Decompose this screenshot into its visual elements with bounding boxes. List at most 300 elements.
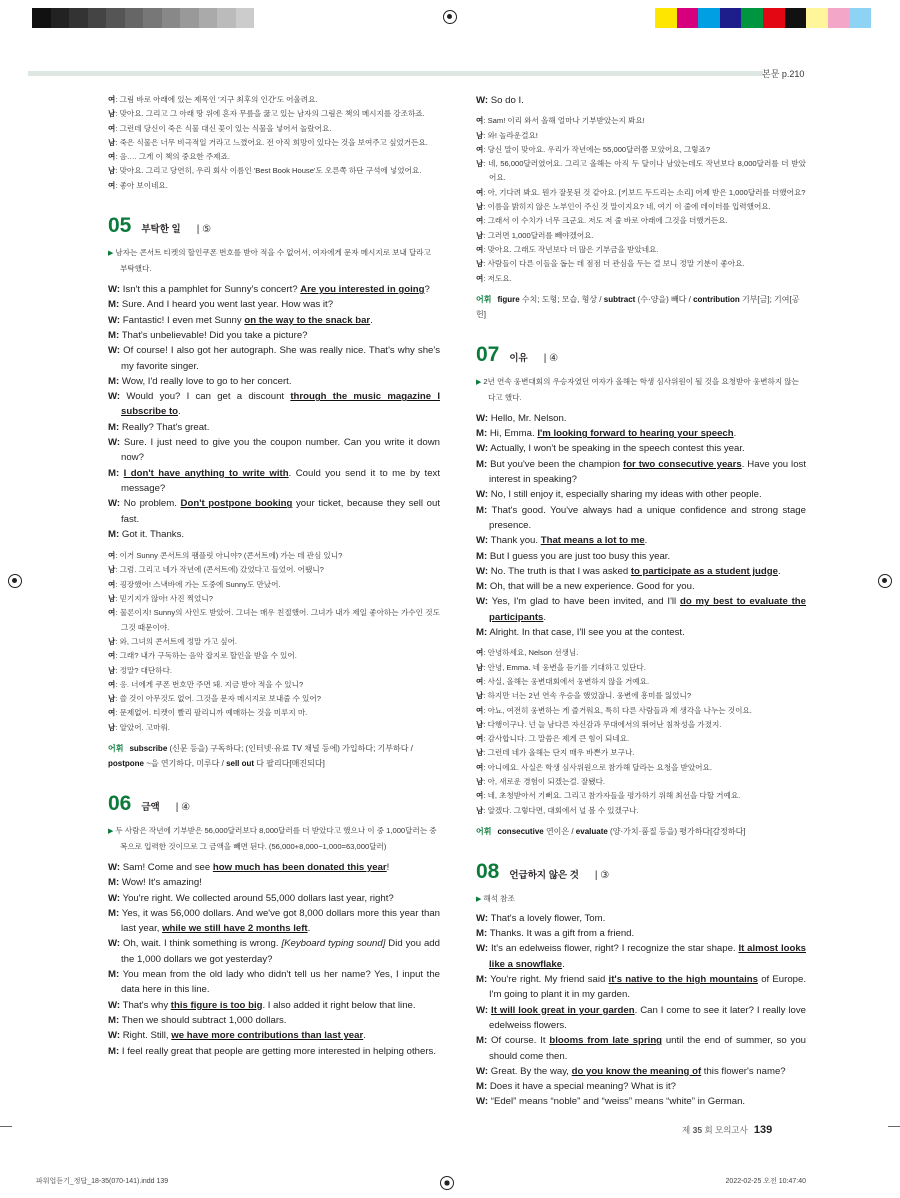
- korean-line: 여: 굉장했어! 스낵바에 가는 도중에 Sunny도 만났어.: [108, 579, 281, 589]
- key-phrase: Are you interested in going: [300, 284, 425, 296]
- dialogue-line: [476, 941, 806, 972]
- speaker-label: M:: [108, 1014, 120, 1026]
- speaker-label: W:: [476, 1065, 489, 1077]
- dialogue-line: [476, 549, 806, 564]
- line-text: 그래? 내가 구독하는 음악 잡지로 할인을 받을 수 있어.: [119, 651, 297, 661]
- speaker-label: W:: [108, 314, 121, 326]
- line-text: Actually, I won't be speaking in the speech contest this year.: [490, 443, 745, 455]
- section-06-continued: [476, 93, 806, 322]
- korean-line: 여: 응. 너에게 쿠폰 번호만 주면 돼. 지금 받아 적을 수 있니?: [108, 679, 304, 689]
- section-05: [108, 213, 440, 771]
- dialogue-line: [476, 911, 806, 926]
- line-text: .: [307, 923, 311, 935]
- korean-line: 여: 사실, 올해는 웅변대회에서 웅변하지 않을 거예요.: [476, 676, 650, 686]
- speaker-label: M:: [476, 550, 488, 562]
- section-answer: | ③: [594, 869, 610, 881]
- line-text: 그러면 1,000달러를 빼야겠어요.: [487, 230, 594, 240]
- section-summary: [476, 374, 806, 405]
- korean-line: 여: 그래서 이 수치가 너무 크군요. 저도 저 줄 바로 아래에 그것을 더했거든요.: [476, 216, 728, 226]
- speaker-label: 남: [108, 665, 116, 675]
- korean-line: 남: 안녕, Emma. 네 웅변을 듣기를 기대하고 있단다.: [476, 662, 646, 672]
- section-summary: [108, 245, 440, 276]
- line-text: 굉장했어! 스낵바에 가는 도중에 Sunny도 만났어.: [119, 579, 281, 589]
- line-text: 그래서 이 수치가 너무 크군요. 저도 저 줄 바로 아래에 그것을 더했거든요.: [487, 216, 728, 226]
- speaker-label: M:: [108, 528, 120, 540]
- vocab-text: (양·가치·품질 등을) 평가하다[감정하다]: [607, 826, 746, 836]
- key-phrase: through the music magazine I subscribe to: [121, 391, 440, 418]
- speaker-label: 여: [476, 705, 484, 715]
- speaker-label: 남: [476, 202, 484, 212]
- speaker-label: W:: [476, 489, 489, 501]
- korean-line: 남: 맞아요. 그리고 그 아래 땅 위에 혼자 무릎을 꿇고 있는 남자의 그림은 책의 메시지를 강조하죠.: [108, 109, 425, 119]
- speaker-label: 남: [108, 722, 116, 732]
- speaker-label: W:: [108, 391, 121, 403]
- line-text: 사람들이 다른 이들을 돕는 데 점점 더 관심을 두는 걸 보니 정말 기분이 좋아요.: [487, 259, 745, 269]
- line-text: It's an edelweiss flower, right? I recognize the star shape.: [490, 943, 739, 955]
- dialogue-line: [108, 282, 440, 297]
- line-text: 아뇨, 여전히 웅변하는 게 즐거워요, 특히 다른 사람들과 제 생각을 나누는 것이요.: [487, 705, 752, 715]
- registration-mark-icon: [440, 1176, 454, 1190]
- line-text: That's why: [122, 999, 171, 1011]
- dialogue-line: [476, 93, 806, 108]
- line-text: 맞아요. 그리고 당연히, 우리 회사 이름인 'Best Book House'도 오른쪽 하단 구석에 넣었어요.: [119, 166, 422, 176]
- speaker-label: 여: [476, 116, 484, 126]
- section-06: [108, 791, 440, 1059]
- speaker-label: 여: [476, 648, 484, 658]
- dialogue-line: [476, 1033, 806, 1064]
- key-phrase: for two consecutive years: [623, 458, 742, 470]
- dialogue-line: [108, 891, 440, 906]
- korean-line: 남: 다행이구나. 넌 늘 남다른 자신감과 무대에서의 뛰어난 침착성을 가졌지.: [476, 719, 722, 729]
- line-text: !: [386, 861, 390, 873]
- columns: [0, 93, 900, 1136]
- section-answer: | ④: [543, 352, 559, 364]
- line-text: No, I still enjoy it, especially sharing my ideas with other people.: [490, 489, 762, 501]
- key-phrase: we have more contributions than last year: [171, 1030, 364, 1042]
- speaker-label: 남: [476, 776, 484, 786]
- dialogue-line: [476, 503, 806, 534]
- line-text: 그럼. 그리고 네가 작년에 (콘서트에) 갔었다고 들었어. 어땠니?: [119, 565, 324, 575]
- korean-line: 남: 알겠다. 그렇다면, 대회에서 널 볼 수 있겠구나.: [476, 805, 639, 815]
- korean-line: 여: 음…. 그게 이 책의 중요한 주제죠.: [108, 152, 230, 162]
- korean-line: 여: 아뇨, 여전히 웅변하는 게 즐거워요, 특히 다른 사람들과 제 생각을 나누는 것이요.: [476, 705, 752, 715]
- speaker-label: M:: [108, 877, 120, 889]
- dialogue-line: [108, 1028, 440, 1043]
- korean-line: 여: 이거 Sunny 콘서트의 팸플릿 아니야? (콘서트에) 가는 데 관심 있니?: [108, 551, 343, 561]
- speaker-label: W:: [108, 284, 121, 296]
- key-phrase: to participate as a student judge: [630, 565, 778, 577]
- line-text: Got it. Thanks.: [121, 528, 185, 540]
- line-text: of Europe. I'm going to plant it in my garden.: [489, 974, 807, 1001]
- dialogue-line: [476, 1003, 806, 1034]
- line-text: .: [733, 428, 737, 440]
- section-title: 금액: [141, 801, 160, 813]
- line-text: Hi, Emma.: [489, 428, 538, 440]
- line-text: Of course. It: [491, 1035, 550, 1047]
- exam-number: 35: [692, 1124, 703, 1135]
- section-header: [108, 791, 440, 817]
- line-text: Fantastic! I even met Sunny: [122, 314, 245, 326]
- line-text: Oh, that will be a new experience. Good for you.: [489, 581, 695, 593]
- key-phrase: while we still have 2 months left: [162, 923, 308, 935]
- vocab-text: (신문 등을) 구독하다; (인터넷·유료 TV 채널 등에) 가입하다; 기부하다 /: [167, 743, 413, 753]
- speaker-label: 남: [476, 748, 484, 758]
- line-text: You're right. My friend said: [490, 974, 609, 986]
- line-text: .: [178, 406, 181, 418]
- speaker-label: 남: [108, 565, 116, 575]
- line-text: 죽은 식물은 너무 비극적일 거라고 느꼈어요. 전 아직 희망이 있다는 것을 보여주고 싶었거든요.: [119, 137, 428, 147]
- line-text: 다행이구나. 넌 늘 남다른 자신감과 무대에서의 뛰어난 침착성을 가졌지.: [487, 719, 722, 729]
- key-phrase: on the way to the snack bar: [244, 314, 371, 326]
- line-text: 음…. 그게 이 책의 중요한 주제죠.: [119, 152, 230, 162]
- right-column: [476, 93, 806, 1136]
- key-phrase: how much has been donated this year: [212, 861, 387, 873]
- dialogue-line: [108, 1044, 440, 1059]
- korean-line: 남: 그러면 1,000달러를 빼야겠어요.: [476, 230, 594, 240]
- line-text: Hello, Mr. Nelson.: [490, 412, 567, 424]
- dialogue-line: [108, 998, 440, 1013]
- vocab-label: 어휘: [476, 294, 492, 304]
- key-phrase: this figure is too big: [170, 999, 263, 1011]
- slug-date: 2022-02-25 오전 10:47:40: [725, 1177, 806, 1185]
- vocab-text: 연이은 /: [543, 826, 576, 836]
- korean-line: 남: 와, 그녀의 콘서트에 정말 가고 싶어.: [108, 636, 238, 646]
- line-text: Did you add the 1,000 dollars we got yesterday?: [121, 938, 440, 965]
- speaker-label: W:: [476, 596, 489, 608]
- line-text: . Could you send it to me by text message?: [121, 467, 440, 494]
- speaker-label: 남: [108, 166, 116, 176]
- summary-text: 남자는 콘서트 티켓의 할인쿠폰 번호를 받아 적을 수 없어서, 여자에게 문자 메시지로 보내 달라고 부탁했다.: [115, 248, 431, 274]
- speaker-label: M:: [108, 329, 120, 341]
- line-text: . I also added it right below that line.: [262, 999, 416, 1011]
- speaker-label: 남: [108, 109, 116, 119]
- vocab-text: 다 팔리다[매진되다]: [254, 758, 325, 768]
- line-text: No. The truth is that I was asked: [490, 565, 631, 577]
- speaker-label: M:: [108, 467, 120, 479]
- speaker-label: W:: [476, 565, 489, 577]
- line-text: .: [777, 565, 781, 577]
- intro-korean-dialogue: [108, 93, 440, 193]
- triangle-icon: ▶: [476, 895, 484, 903]
- korean-line: 여: Sam! 이리 와서 올해 얼마나 기부받았는지 봐요!: [476, 116, 645, 126]
- line-text: 응. 너에게 쿠폰 번호만 주면 돼. 지금 받아 적을 수 있니?: [119, 679, 304, 689]
- line-text: You mean from the old lady who didn't tell us her name? Yes, I input the data here in this line.: [121, 969, 441, 996]
- section-07: [476, 342, 806, 839]
- dialogue-line: [476, 426, 806, 441]
- speaker-label: M:: [108, 907, 120, 919]
- dialogue-line: [108, 389, 440, 420]
- vocab-label: 어휘: [108, 743, 124, 753]
- exam-suffix: 회 모의고사: [704, 1124, 748, 1135]
- speaker-label: 여: [108, 651, 116, 661]
- speaker-label: 남: [476, 259, 484, 269]
- key-phrase: blooms from late spring: [549, 1035, 663, 1047]
- line-text: .: [644, 535, 648, 547]
- dialogue-line: [108, 1013, 440, 1028]
- key-phrase: I'm looking forward to hearing your speech: [537, 428, 734, 440]
- speaker-label: 여: [108, 180, 116, 190]
- speaker-label: 남: [476, 719, 484, 729]
- vocab-text: (수·양을) 빼다 /: [635, 294, 694, 304]
- vocab-word: evaluate: [575, 826, 608, 836]
- vocabulary: [108, 741, 440, 771]
- speaker-label: M:: [108, 1045, 120, 1057]
- speaker-label: W:: [476, 443, 489, 455]
- vocab-word: postpone: [108, 758, 144, 768]
- korean-line: 남: 네, 56,000달러였어요. 그리고 올해는 아직 두 달이나 남았는데도 작년보다 8,000달러를 더 받았어요.: [476, 159, 806, 183]
- speaker-label: M:: [476, 627, 488, 639]
- section-number: 06: [108, 791, 132, 815]
- speaker-label: 여: [108, 608, 116, 618]
- line-text: 물론이지! Sunny의 사인도 받았어. 그녀는 매우 친절했어. 그녀가 내가 제일 좋아하는 가수인 것도 그것 때문이야.: [119, 608, 440, 632]
- vocab-word: subscribe: [129, 743, 168, 753]
- line-text: 알겠다. 그렇다면, 대회에서 널 볼 수 있겠구나.: [487, 805, 639, 815]
- vocab-word: consecutive: [497, 826, 544, 836]
- section-08: [476, 859, 806, 1110]
- vocab-word: subtract: [603, 294, 636, 304]
- speaker-label: 여: [108, 708, 116, 718]
- line-text: I feel really great that people are getting more interested in helping others.: [121, 1045, 436, 1057]
- line-text: 감사합니다. 그 말씀은 제게 큰 힘이 되네요.: [487, 734, 630, 744]
- korean-line: 남: 사람들이 다른 이들을 돕는 데 점점 더 관심을 두는 걸 보니 정말 기분이 좋아요.: [476, 259, 745, 269]
- korean-line: 남: 아, 새로운 경험이 되겠는걸. 잘됐다.: [476, 776, 606, 786]
- korean-line: 여: 네, 초청받아서 기뻐요. 그리고 참가자들을 평가하기 위해 최선을 다할 거예요.: [476, 791, 741, 801]
- speaker-label: 여: [108, 95, 116, 104]
- korean-line: 여: 안녕하세요, Nelson 선생님.: [476, 648, 579, 658]
- line-text: 안녕, Emma. 네 웅변을 듣기를 기대하고 있단다.: [487, 662, 646, 672]
- line-text: 와, 그녀의 콘서트에 정말 가고 싶어.: [119, 636, 238, 646]
- section-title: 언급하지 않은 것: [509, 869, 579, 881]
- line-text: Of course! I also got her autograph. She was really nice. That's why she's my favorite singer.: [121, 345, 440, 372]
- korean-line: 남: 그런데 네가 올해는 단지 매우 바쁜가 보구나.: [476, 748, 635, 758]
- dialogue-line: [476, 564, 806, 579]
- korean-line: 남: 믿기지가 않아! 사진 찍었니?: [108, 594, 213, 604]
- speaker-label: W:: [476, 95, 489, 106]
- line-text: 문제없어. 티켓이 빨리 팔리니까 예매하는 것을 미루지 마.: [119, 708, 308, 718]
- line-text: . Can I come to see it later? I really love edelweiss flowers.: [489, 1004, 807, 1031]
- key-phrase: It will look great in your garden: [491, 1004, 635, 1016]
- section-title: 부탁한 일: [141, 224, 181, 236]
- line-text: this flower's name?: [701, 1065, 786, 1077]
- section-number: 08: [476, 859, 500, 883]
- key-phrase: Don't postpone booking: [180, 498, 293, 510]
- line-text: Really? That's great.: [121, 421, 210, 433]
- speaker-label: M:: [476, 504, 488, 516]
- line-text: Wow, I'd really love to go to her concert.: [121, 375, 292, 387]
- dialogue-line: [476, 594, 806, 625]
- speaker-label: W:: [476, 943, 489, 955]
- section-summary: [476, 891, 806, 907]
- line-text: But you've been the champion: [490, 458, 623, 470]
- speaker-label: 여: [476, 791, 484, 801]
- dialogue-line: [476, 926, 806, 941]
- speaker-label: M:: [476, 928, 488, 940]
- key-phrase: It almost looks like a snowflake: [489, 943, 806, 970]
- speaker-label: 남: [476, 691, 484, 701]
- section-number: 05: [108, 214, 132, 238]
- vocabulary: [476, 292, 806, 322]
- dialogue-line: [476, 411, 806, 426]
- line-text: Does it have a special meaning? What is it?: [489, 1081, 676, 1093]
- speaker-label: 여: [108, 551, 116, 561]
- dialogue-line: [476, 441, 806, 456]
- line-text: Great. By the way,: [490, 1065, 572, 1077]
- speaker-label: 여: [476, 762, 484, 772]
- speaker-label: W:: [108, 861, 121, 873]
- dialogue-line: [108, 420, 440, 435]
- korean-line: 남: 정말? 대단하다.: [108, 665, 173, 675]
- speaker-label: W:: [108, 437, 121, 449]
- slug-line: [0, 1136, 900, 1198]
- line-text: 아, 기다려 봐요. 뭔가 잘못된 것 같아요. [키보드 두드리는 소리] 어제 받은 1,000달러를 더했어요?: [487, 187, 806, 197]
- vocab-word: contribution: [693, 294, 740, 304]
- dialogue-line: [476, 972, 806, 1003]
- dialogue-line: [108, 435, 440, 466]
- korean-line: 여: 감사합니다. 그 말씀은 제게 큰 힘이 되네요.: [476, 734, 630, 744]
- sound-effect: [Keyboard typing sound]: [281, 938, 386, 950]
- dialogue-line: [108, 906, 440, 937]
- line-text: 사실, 올해는 웅변대회에서 웅변하지 않을 거예요.: [487, 676, 650, 686]
- korean-line: 여: 그래? 내가 구독하는 음악 잡지로 할인을 받을 수 있어.: [108, 651, 297, 661]
- speaker-label: W:: [108, 938, 121, 950]
- line-text: Would you? I can get a discount: [126, 391, 291, 403]
- line-text: Sam! Come and see: [122, 861, 213, 873]
- korean-line: 남: 그럼. 그리고 네가 작년에 (콘서트에) 갔었다고 들었어. 어땠니?: [108, 565, 324, 575]
- slug-filename: 파워업듣기_정답_18-35(070-141).indd 139: [36, 1177, 169, 1185]
- dialogue-line: [108, 496, 440, 527]
- korean-line: 남: 알았어. 고마워.: [108, 722, 170, 732]
- korean-line: 남: 와! 놀라운걸요!: [476, 130, 538, 140]
- vocab-text: 수치; 도형; 모습, 형상 /: [519, 294, 604, 304]
- line-text: .: [562, 958, 565, 970]
- key-phrase: do my best to evaluate the participants: [489, 596, 806, 623]
- korean-line: 여: 아니에요. 사실은 학생 심사위원으로 참가해 달라는 요청을 받았어요.: [476, 762, 712, 772]
- korean-line: 남: 맞아요. 그리고 당연히, 우리 회사 이름인 'Best Book House'도 오른쪽 하단 구석에 넣었어요.: [108, 166, 422, 176]
- line-text: 맞아요. 그래도 작년보다 더 많은 기부금을 받았네요.: [487, 244, 659, 254]
- line-text: Alright. In that case, I'll see you at the contest.: [489, 627, 685, 639]
- speaker-label: 여: [476, 216, 484, 226]
- dialogue-line: [476, 1079, 806, 1094]
- line-text: .: [363, 1030, 366, 1042]
- korean-line: 남: 쓸 것이 아무것도 없어. 그것을 문자 메시지로 보내줄 수 있어?: [108, 694, 321, 704]
- line-text: Right. Still,: [122, 1030, 172, 1042]
- line-text: But I guess you are just too busy this year.: [489, 550, 671, 562]
- line-text: “Edel” means “noble” and “weiss” means “white” in German.: [490, 1096, 746, 1108]
- speaker-label: 남: [108, 636, 116, 646]
- dialogue-line: [108, 328, 440, 343]
- line-text: Then we should subtract 1,000 dollars.: [121, 1014, 287, 1026]
- summary-text: 해석 참조: [483, 893, 515, 903]
- speaker-label: M:: [108, 299, 120, 311]
- speaker-label: W:: [476, 535, 489, 547]
- line-text: 믿기지가 않아! 사진 찍었니?: [119, 594, 213, 604]
- line-text: 아, 새로운 경험이 되겠는걸. 잘됐다.: [487, 776, 606, 786]
- summary-text: 두 사람은 작년에 기부받은 56,000달러보다 8,000달러를 더 받았다고 했으나 이 중 1,000달러는 중복으로 입력한 것이므로 그 금액을 빼면 된다. (56,000+8,000−1,000=63,000달러): [115, 825, 437, 851]
- speaker-label: 여: [476, 244, 484, 254]
- line-text: 알았어. 고마워.: [119, 722, 170, 732]
- line-text: your ticket, because they sell out fast.: [121, 498, 440, 525]
- speaker-label: 여: [476, 676, 484, 686]
- speaker-label: 남: [476, 805, 484, 815]
- line-text: 저도요.: [487, 273, 512, 283]
- line-text: . Have you lost interest in speaking?: [489, 458, 806, 486]
- korean-line: 여: 당신 말이 맞아요. 우리가 작년에는 55,000달러쯤 모았어요, 그렇죠?: [476, 144, 711, 154]
- korean-line: 남: 죽은 식물은 너무 비극적일 거라고 느꼈어요. 전 아직 희망이 있다는 것을 보여주고 싶었거든요.: [108, 137, 428, 147]
- section-answer: | ④: [175, 801, 191, 813]
- speaker-label: M:: [108, 969, 120, 981]
- line-text: 이거 Sunny 콘서트의 팸플릿 아니야? (콘서트에) 가는 데 관심 있니?: [119, 551, 343, 561]
- page-reference: 본문 p.210: [762, 69, 805, 79]
- speaker-label: 여: [108, 679, 116, 689]
- speaker-label: 여: [108, 123, 116, 133]
- key-phrase: That means a lot to me: [540, 535, 645, 547]
- speaker-label: 남: [476, 159, 484, 169]
- speaker-label: W:: [476, 1096, 489, 1108]
- speaker-label: W:: [108, 1030, 121, 1042]
- speaker-label: 남: [476, 662, 484, 672]
- line-text: 그런데 네가 올해는 단지 매우 바쁜가 보구나.: [487, 748, 635, 758]
- speaker-label: M:: [476, 1035, 488, 1047]
- speaker-label: W:: [476, 1004, 489, 1016]
- summary-text: 2년 연속 웅변대회의 우승자였던 여자가 올해는 학생 심사위원이 될 것을 요청받아 웅변하지 않는다고 했다.: [483, 376, 799, 402]
- line-text: Sam! 이리 와서 올해 얼마나 기부받았는지 봐요!: [487, 116, 645, 126]
- line-text: No problem.: [123, 498, 181, 510]
- korean-line: 여: 그림 바로 아래에 있는 제목인 '지구 최후의 인간'도 어울려요.: [108, 95, 318, 104]
- line-text: 아니에요. 사실은 학생 심사위원으로 참가해 달라는 요청을 받았어요.: [487, 762, 712, 772]
- speaker-label: 남: [108, 694, 116, 704]
- line-text: Oh, wait. I think something is wrong.: [122, 938, 282, 950]
- key-phrase: I don't have anything to write with: [123, 467, 289, 479]
- dialogue-line: [476, 625, 806, 640]
- dialogue-line: [108, 936, 440, 967]
- line-text: until the end of summer, so you should come then.: [489, 1035, 807, 1062]
- line-text: Isn't this a pamphlet for Sunny's concert?: [122, 284, 301, 296]
- vocab-label: 어휘: [476, 826, 492, 836]
- section-number: 07: [476, 342, 500, 366]
- speaker-label: M:: [108, 421, 120, 433]
- speaker-label: W:: [108, 498, 121, 510]
- line-text: 와! 놀라운걸요!: [487, 130, 538, 140]
- speaker-label: M:: [476, 428, 488, 440]
- line-text: Thank you.: [490, 535, 541, 547]
- vocab-text: 기부[금]; 기여[공헌]: [476, 294, 800, 319]
- speaker-label: W:: [108, 345, 121, 357]
- speaker-label: M:: [476, 458, 488, 470]
- line-text: 쓸 것이 아무것도 없어. 그것을 문자 메시지로 보내줄 수 있어?: [119, 694, 321, 704]
- section-header: [108, 213, 440, 239]
- section-answer: | ⑤: [196, 224, 212, 236]
- speaker-label: 여: [108, 579, 116, 589]
- line-text: You're right. We collected around 55,000 dollars last year, right?: [122, 892, 394, 904]
- speaker-label: 남: [476, 130, 484, 140]
- page-footer: [476, 1110, 806, 1136]
- korean-line: 여: 그런데 당신이 죽은 식물 대신 꽃이 있는 식물을 넣어서 놀랐어요.: [108, 123, 332, 133]
- speaker-label: W:: [476, 412, 489, 424]
- speaker-label: W:: [108, 999, 121, 1011]
- line-text: 맞아요. 그리고 그 아래 땅 위에 혼자 무릎을 꿇고 있는 남자의 그림은 책의 메시지를 강조하죠.: [119, 109, 425, 119]
- line-text: ?: [424, 284, 430, 296]
- dialogue-line: [476, 579, 806, 594]
- dialogue-line: [108, 527, 440, 542]
- left-column: [108, 93, 440, 1136]
- dialogue-line: [108, 967, 440, 998]
- line-text: That's a lovely flower, Tom.: [490, 912, 606, 924]
- dialogue-line: [108, 466, 440, 497]
- line-text: 네, 56,000달러였어요. 그리고 올해는 아직 두 달이나 남았는데도 작년보다 8,000달러를 더 받았어요.: [488, 159, 806, 183]
- line-text: Yes, I'm glad to have been invited, and I'll: [491, 596, 680, 608]
- speaker-label: 여: [476, 144, 484, 154]
- line-text: .: [370, 314, 373, 326]
